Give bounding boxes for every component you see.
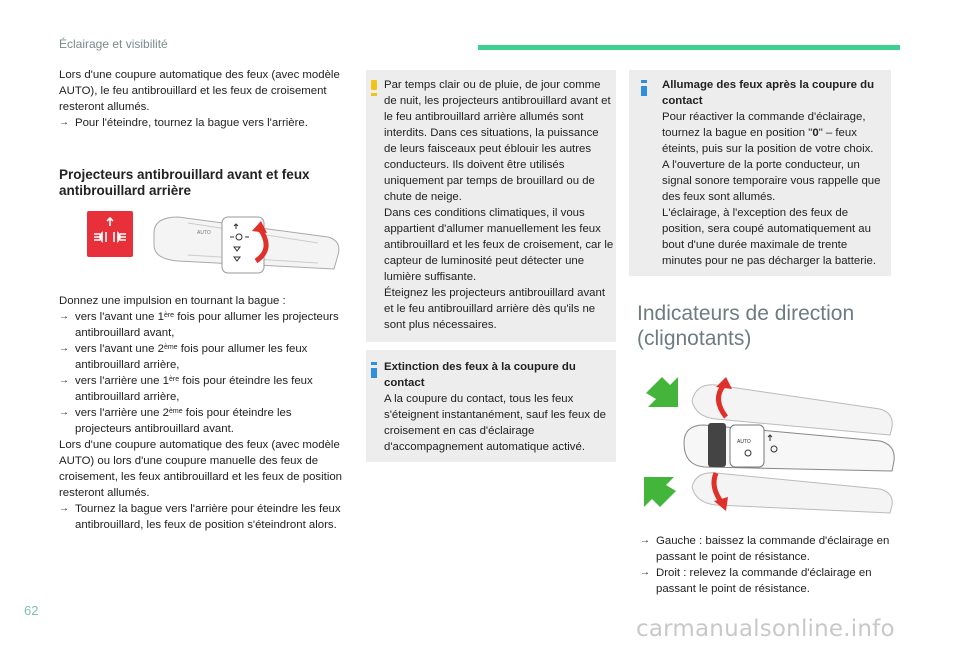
warning-icon [371,80,377,90]
info-text-relight-2: A l'ouverture de la porte conducteur, un signal sonore temporaire vous rappelle que des feux sont allumés. [662,159,881,203]
info-icon-dot [371,362,377,365]
intro-text: Lors d'une coupure automatique des feux (avec modèle AUTO), le feu antibrouillard et les feux de croisement resteront allumés. [59,69,340,113]
info-icon-dot-2 [641,80,647,83]
bullet-right-signal: → Droit : relevez la commande d'éclairage en passant le point de résistance. [640,565,900,597]
warning-text-3: Éteignez les projecteurs antibrouillard avant et le feu antibrouillard arrière dès qu'ils ne sont plus nécessaires. [384,287,605,331]
section-heading-fog: Projecteurs antibrouillard avant et feux antibrouillard arrière [59,167,310,198]
warning-text: Par temps clair ou de pluie, de jour comme de nuit, les projecteurs antibrouillard avant et le feu antibrouillard arrière allumés sont interdits. Dans ces situations, la puissance de leurs faisceaux peut éblouir les autres conducteurs. Ils doivent être utilisés uniquement par temps de brouillard ou de chute de neige. [384,79,611,203]
section-title-indicators: Indicateurs de direction (clignotants) [637,302,855,350]
fog-light-icon [87,211,133,257]
outro-bullet: → Tournez la bague vers l'arrière pour éteindre les feux antibrouillard, les feux de position s'éteindront alors. [59,501,351,533]
bullet-front-fog-off: → vers l'arrière une 2ème fois pour éteindre les projecteurs antibrouillard avant. [59,405,351,437]
info-content-relight [662,77,888,269]
fog-ring-stalk-illustration [148,211,342,277]
col1-procedure [59,293,351,533]
bullet-front-fog-on: → vers l'avant une 1ère fois pour allumer les projecteurs antibrouillard avant, [59,309,351,341]
info-text-relight-3: L'éclairage, à l'exception des feux de position, sera coupé automatiquement au bout d'une durée maximale de trente minutes pour ne pas décharger la batterie. [662,207,877,267]
stalk-auto-label-2: AUTO [737,439,751,445]
info-text-shutdown: A la coupure du contact, tous les feux s'éteignent instantanément, sauf les feux de croisement en cas d'éclairage d'accompagnement automatique activé. [384,393,606,453]
info-icon-2 [641,86,647,96]
warning-text-2: Dans ces conditions climatiques, il vous appartient d'allumer manuellement les feux antibrouillard et les feux de croisement, car le capteur de luminosité peut détecter une lumière suffisante. [384,207,614,283]
bullet-rear-fog-on: → vers l'avant une 2ème fois pour allumer les feux antibrouillard arrière, [59,341,351,373]
header-title: Éclairage et visibilité [59,37,168,51]
bullet-rear-fog-off: → vers l'arrière une 1ère fois pour éteindre les feux antibrouillard arrière, [59,373,351,405]
intro-bullet: → Pour l'éteindre, tournez la bague vers l'arrière. [59,115,349,131]
info-text-relight: Pour réactiver la commande d'éclairage, tournez la bague en position "0" – feux éteints, puis sur la position de votre choix. [662,111,874,155]
page-number: 62 [24,603,39,618]
info-title-shutdown: Extinction des feux à la coupure du contact [384,361,576,389]
watermark: carmanualsonline.info [636,616,895,642]
bullet-left-signal: → Gauche : baissez la commande d'éclairage en passant le point de résistance. [640,533,900,565]
warning-content [384,77,614,333]
impulse-text: Donnez une impulsion en tournant la bague : [59,295,286,307]
outro-text: Lors d'une coupure automatique des feux (avec modèle AUTO) ou lors d'une coupure manuelle des feux de croisement, les feux antibrouillard et les feux de position resteront allumés. [59,439,343,499]
info-title-relight: Allumage des feux après la coupure du contact [662,79,875,107]
info-content-shutdown [384,359,610,455]
col1-intro [59,67,349,131]
warning-icon-dot [371,93,377,96]
header-accent-bar [478,45,900,50]
col3-instructions [640,533,900,597]
turn-signal-stalk-illustration [640,365,900,525]
stalk-auto-label: AUTO [197,230,211,236]
info-icon [371,368,377,378]
